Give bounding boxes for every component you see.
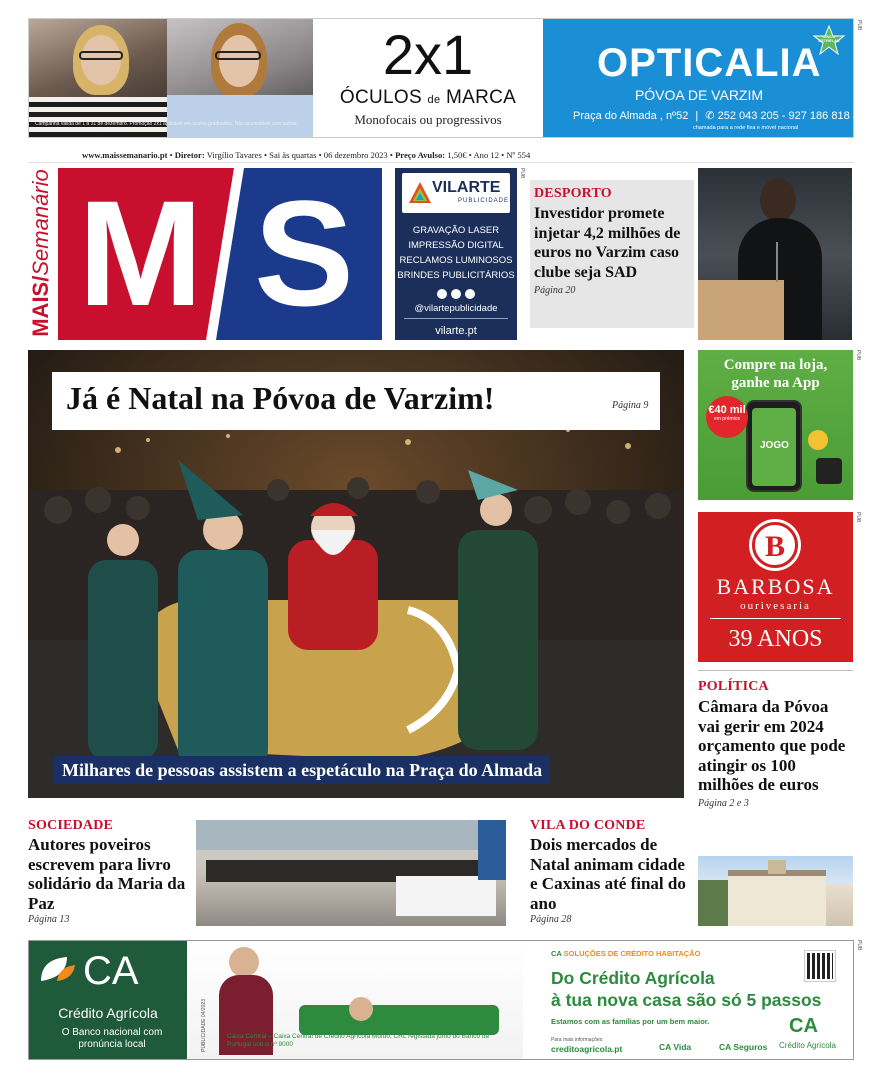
section-label: VILA DO CONDE bbox=[530, 818, 646, 833]
vilarte-logo-icon bbox=[408, 181, 432, 205]
barbosa-sub: ourivesaria bbox=[740, 600, 811, 612]
sociedade-story[interactable] bbox=[28, 818, 194, 930]
ca-tag-text: SOLUÇÕES DE CRÉDITO HABITAÇÃO bbox=[563, 949, 701, 958]
barbosa-ad[interactable] bbox=[698, 512, 853, 662]
credito-agricola-ad[interactable] bbox=[28, 940, 854, 1060]
vilarte-website[interactable]: vilarte.pt bbox=[435, 325, 477, 337]
ca-headline bbox=[551, 967, 821, 1011]
windows-shape bbox=[196, 820, 506, 850]
divider bbox=[404, 318, 508, 319]
phone-icon bbox=[746, 400, 802, 492]
politica-page: Página 2 e 3 bbox=[698, 797, 749, 809]
main-headline-box[interactable] bbox=[52, 372, 660, 430]
table-shape bbox=[396, 876, 496, 916]
ca-slogan: O Banco nacional com pronúncia local bbox=[61, 1027, 163, 1050]
ca-vida: CA Vida bbox=[659, 1042, 692, 1052]
sled-shape bbox=[299, 1005, 499, 1035]
five-stars-text: CINCO ESTRELAS bbox=[818, 34, 840, 43]
microphone bbox=[776, 242, 778, 282]
dot-separator: • bbox=[318, 150, 324, 160]
vertical-title-text bbox=[28, 164, 54, 342]
opticalia-brand-box bbox=[543, 19, 854, 138]
ca-brand-panel bbox=[29, 941, 187, 1060]
tree-shape bbox=[698, 880, 728, 926]
glasses-shape bbox=[215, 51, 261, 60]
five-stars-badge bbox=[811, 25, 847, 55]
section-label: SOCIEDADE bbox=[28, 818, 114, 833]
ca-headline-1: Do Crédito Agrícola bbox=[551, 968, 715, 988]
ms-logo[interactable] bbox=[58, 168, 382, 340]
face-shape bbox=[219, 35, 259, 87]
main-page: Página 9 bbox=[612, 400, 649, 411]
scooter-icon bbox=[816, 458, 842, 484]
ca-leaf-icon bbox=[37, 953, 77, 985]
director-label: Diretor: bbox=[174, 150, 205, 160]
game-label: JOGO bbox=[760, 440, 789, 451]
ad-small-print: Campanha válida de 1 a 31 de dezembro. Promoção 2x1 aplicável em óculos graduados. Não acumulável com outras campanhas em curso. Condições na loja. bbox=[35, 121, 297, 133]
ca-headline-2: à tua nova casa são só 5 passos bbox=[551, 990, 822, 1010]
product-suffix: MARCA bbox=[445, 87, 517, 108]
offer-text: 2x1 bbox=[382, 23, 474, 86]
offer-box bbox=[313, 19, 543, 138]
ca-tag-prefix: CA bbox=[551, 949, 562, 958]
sports-photo bbox=[698, 168, 852, 340]
logo-letter-m: M bbox=[78, 169, 203, 337]
price: 1,50€ bbox=[447, 150, 467, 160]
ca-fine-print: Caixa Central – Caixa Central de Crédito Agrícola Mútuo, CRL registada junto do Banco de Portugal sob o nº 9000 bbox=[227, 1033, 490, 1048]
politica-headline[interactable]: Câmara da Póvoa vai gerir em 2024 orçamento que pode atingir os 100 milhões de euros bbox=[698, 697, 846, 794]
app-ad-text bbox=[698, 356, 853, 392]
pub-tag-top: PUB bbox=[856, 20, 862, 31]
prize-badge-text: €40 mil bbox=[708, 404, 746, 416]
facebook-icon[interactable] bbox=[437, 289, 447, 299]
vertical-title-b: Semanário bbox=[28, 169, 53, 276]
issue-number: Nº 554 bbox=[506, 150, 531, 160]
politica-story[interactable] bbox=[698, 670, 853, 850]
section-label: DESPORTO bbox=[534, 186, 612, 201]
coin-icon bbox=[808, 430, 828, 450]
vila-conde-page: Página 28 bbox=[530, 914, 572, 925]
main-caption: Milhares de pessoas assistem a espetáculo na Praça do Almada bbox=[54, 756, 550, 784]
sociedade-page: Página 13 bbox=[28, 914, 70, 925]
building-shape bbox=[728, 870, 826, 926]
glasses-shape bbox=[79, 51, 123, 60]
opticalia-ad[interactable] bbox=[28, 18, 854, 138]
separator: | bbox=[695, 110, 699, 122]
app-ad[interactable] bbox=[698, 350, 853, 500]
pub-tag-bottom: PUB bbox=[856, 940, 862, 951]
app-ad-line1: Compre na loja, bbox=[723, 357, 828, 373]
village-photo bbox=[698, 856, 853, 926]
ca-brand-name: Crédito Agrícola bbox=[58, 1005, 158, 1021]
ca-vertical-note: PUBLICIDADE 04/2023 bbox=[201, 999, 207, 1052]
qr-code-icon[interactable] bbox=[805, 951, 835, 981]
year: Ano 12 bbox=[473, 150, 499, 160]
dot-separator: • bbox=[468, 150, 474, 160]
youtube-icon[interactable] bbox=[465, 289, 475, 299]
prize-badge-sub: em prémios bbox=[713, 416, 741, 422]
issue-date: 06 dezembro 2023 bbox=[323, 150, 388, 160]
phone-icon: ✆ bbox=[705, 110, 715, 122]
frequency: Sai às quartas bbox=[269, 150, 317, 160]
vilarte-service: BRINDES PUBLICITÁRIOS bbox=[397, 270, 515, 281]
pub-tag-app: PUB bbox=[855, 350, 861, 361]
vilarte-services bbox=[396, 223, 516, 283]
vilarte-service: GRAVAÇÃO LASER bbox=[412, 225, 500, 236]
ca-family-photo bbox=[189, 941, 523, 1060]
child-head bbox=[349, 997, 373, 1021]
prize-badge bbox=[706, 396, 748, 438]
website-link[interactable]: www.maissemanario.pt bbox=[82, 150, 168, 160]
vertical-title bbox=[24, 166, 54, 344]
podium bbox=[698, 280, 784, 340]
vilarte-service: IMPRESSÃO DIGITAL bbox=[408, 240, 504, 251]
ca-seguros: CA Seguros bbox=[719, 1042, 768, 1052]
product-prefix: ÓCULOS bbox=[339, 87, 422, 108]
dot-separator: • bbox=[169, 150, 175, 160]
dot-separator: • bbox=[501, 150, 507, 160]
main-headline[interactable]: Já é Natal na Póvoa de Varzim! bbox=[66, 380, 495, 416]
vilarte-brand-sub: PUBLICIDADE bbox=[458, 198, 510, 204]
app-ad-line2: ganhe na App bbox=[731, 375, 820, 391]
vila-conde-story[interactable] bbox=[530, 818, 686, 930]
product-line bbox=[313, 87, 543, 109]
ca-text-panel bbox=[549, 941, 839, 1060]
clock-tower bbox=[768, 860, 786, 874]
sports-headline[interactable]: Investidor promete injetar 4,2 milhões de euros no Varzim caso clube seja SAD bbox=[534, 205, 681, 281]
sociedade-headline[interactable]: Autores poveiros escrevem para livro solidário da Maria da Paz bbox=[28, 835, 186, 913]
ca-sub: Estamos com as famílias por um bem maior. bbox=[551, 1017, 710, 1026]
face-shape bbox=[81, 35, 121, 85]
product-de: de bbox=[427, 94, 441, 106]
vila-conde-headline[interactable]: Dois mercados de Natal animam cidade e Caxinas até final do ano bbox=[530, 835, 686, 913]
vertical-title-a: MAIS/ bbox=[28, 275, 53, 337]
ca-site[interactable]: creditoagricola.pt bbox=[551, 1044, 623, 1054]
opticalia-phone-note: chamada para a rede fixa e móvel nacional bbox=[693, 125, 799, 131]
opticalia-city: PÓVOA DE VARZIM bbox=[634, 87, 764, 103]
opticalia-logo: OPTICALIA bbox=[597, 41, 822, 85]
director-name: Virgílio Tavares bbox=[206, 150, 262, 160]
barbosa-name: BARBOSA bbox=[716, 574, 835, 599]
meeting-photo bbox=[196, 820, 506, 926]
vilarte-handle[interactable]: @vilartepublicidade bbox=[414, 303, 498, 314]
person-head bbox=[229, 947, 259, 977]
masthead-line bbox=[82, 150, 782, 160]
ca-more-info: Para mais informações: bbox=[551, 1037, 604, 1043]
ca-logo-small: CA bbox=[789, 1015, 818, 1037]
dot-separator: • bbox=[264, 150, 270, 160]
section-label: POLÍTICA bbox=[698, 679, 769, 694]
product-sub: Monofocais ou progressivos bbox=[354, 112, 502, 127]
barbosa-years: 39 ANOS bbox=[728, 626, 823, 652]
opticalia-contacts bbox=[573, 109, 850, 122]
pub-tag-vilarte: PUB bbox=[519, 168, 525, 179]
dot-separator: • bbox=[389, 150, 396, 160]
person-head bbox=[760, 178, 796, 222]
social-icons bbox=[396, 289, 516, 299]
vilarte-brand: VILARTE bbox=[432, 179, 501, 196]
sports-page: Página 20 bbox=[534, 285, 576, 296]
banner-shape bbox=[478, 820, 506, 880]
opticalia-phones: 252 043 205 - 927 186 818 bbox=[717, 110, 850, 122]
masthead-divider bbox=[28, 162, 854, 163]
vilarte-logo-box bbox=[402, 173, 510, 213]
price-label: Preço Avulso: bbox=[395, 150, 446, 160]
vilarte-ad[interactable] bbox=[395, 168, 517, 340]
sports-story[interactable] bbox=[530, 180, 694, 328]
ca-brand-name-small: Crédito Agrícola bbox=[779, 1041, 836, 1050]
vilarte-service: RECLAMOS LUMINOSOS bbox=[399, 255, 513, 266]
ca-tag bbox=[551, 949, 700, 958]
opticalia-address: Praça do Almada , nº52 bbox=[573, 110, 689, 122]
instagram-icon[interactable] bbox=[451, 289, 461, 299]
barbosa-monogram-icon bbox=[752, 522, 798, 568]
divider bbox=[710, 618, 841, 619]
logo-letter-s: S bbox=[254, 169, 355, 337]
pub-tag-barbosa: PUB bbox=[855, 512, 861, 523]
ca-logo-text: CA bbox=[83, 949, 139, 993]
barbosa-monogram: B bbox=[764, 530, 785, 563]
